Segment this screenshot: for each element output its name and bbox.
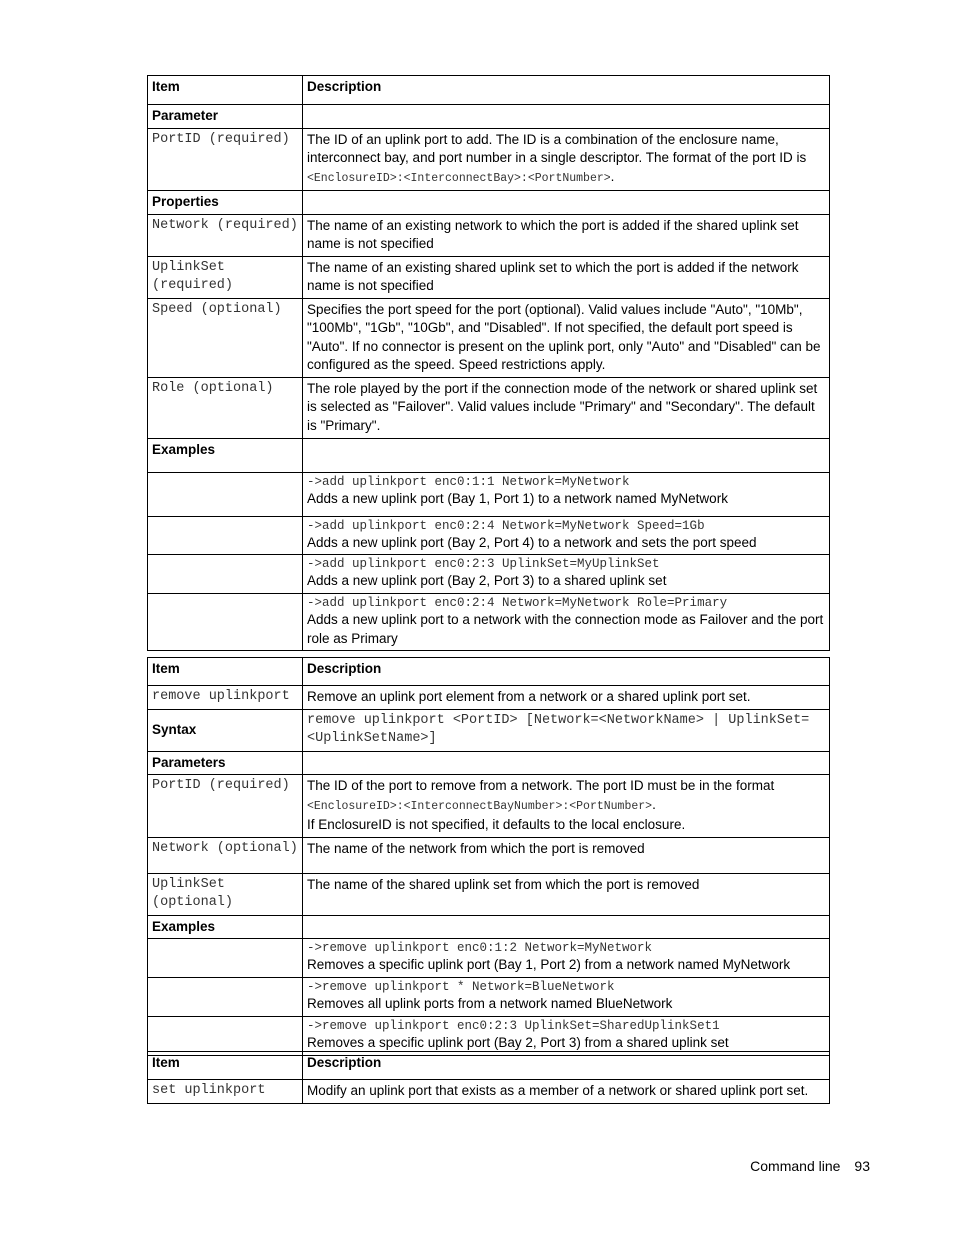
header-item: Item bbox=[148, 658, 303, 686]
table-row bbox=[148, 775, 830, 838]
table-row bbox=[148, 873, 830, 915]
example-cell bbox=[303, 555, 830, 594]
section-row bbox=[148, 438, 830, 472]
param-name: UplinkSet (optional) bbox=[148, 873, 303, 915]
table-row bbox=[148, 298, 830, 377]
empty-cell bbox=[148, 978, 303, 1017]
table-row bbox=[148, 837, 830, 873]
footer-section: Command line bbox=[750, 1158, 841, 1174]
table-row bbox=[148, 214, 830, 256]
property-name: Role (optional) bbox=[148, 377, 303, 438]
command-name: remove uplinkport bbox=[148, 686, 303, 710]
example-command: ->add uplinkport enc0:2:3 UplinkSet=MyUplinkSet bbox=[307, 557, 660, 571]
example-description: Adds a new uplink port (Bay 2, Port 4) to a network and sets the port speed bbox=[307, 534, 757, 550]
property-description: The role played by the port if the connection mode of the network or shared uplink set is selected as "Failover". Valid values include "Primary" and "Secondary". The default is "Primary". bbox=[303, 377, 830, 438]
section-label-examples: Examples bbox=[148, 438, 303, 472]
param-name: Network (optional) bbox=[148, 837, 303, 873]
table-row bbox=[148, 1080, 830, 1104]
empty-cell bbox=[303, 751, 830, 775]
param-description: The ID of the port to remove from a network. The port ID must be in the format <EnclosureID>:<InterconnectBayNumber>:<PortNumber>. If EnclosureID is not specified, it defaults to the local enclosure. bbox=[303, 775, 830, 838]
add-uplinkport-table bbox=[147, 75, 830, 651]
syntax-label: Syntax bbox=[148, 709, 303, 751]
example-command: ->add uplinkport enc0:2:4 Network=MyNetwork Speed=1Gb bbox=[307, 518, 705, 533]
page-number: 93 bbox=[854, 1158, 870, 1174]
table-row bbox=[148, 594, 830, 651]
table-header-row bbox=[148, 1052, 830, 1080]
empty-cell bbox=[148, 939, 303, 978]
port-id-format: <EnclosureID>:<InterconnectBay>:<PortNumber> bbox=[307, 171, 611, 185]
table-row bbox=[148, 686, 830, 710]
table-row bbox=[148, 939, 830, 978]
example-description: Adds a new uplink port to a network with the connection mode as Failover and the port role as Primary bbox=[307, 612, 824, 646]
empty-cell bbox=[148, 472, 303, 516]
property-description: The name of an existing network to which the port is added if the shared uplink set name is not specified bbox=[303, 214, 830, 256]
example-command: ->add uplinkport enc0:1:1 Network=MyNetwork bbox=[307, 474, 630, 489]
section-label-parameter: Parameter bbox=[148, 105, 303, 129]
empty-cell bbox=[148, 594, 303, 651]
table-row bbox=[148, 555, 830, 594]
example-description: Adds a new uplink port (Bay 2, Port 3) to a shared uplink set bbox=[307, 573, 667, 588]
param-name: PortID (required) bbox=[148, 128, 303, 191]
table-row bbox=[148, 978, 830, 1017]
section-label-properties: Properties bbox=[148, 191, 303, 215]
section-row bbox=[148, 105, 830, 129]
empty-cell bbox=[303, 191, 830, 215]
table-row bbox=[148, 516, 830, 555]
example-cell bbox=[303, 516, 830, 555]
example-cell bbox=[303, 978, 830, 1017]
example-description: Removes a specific uplink port (Bay 2, Port 3) from a shared uplink set bbox=[307, 1035, 729, 1050]
header-item: Item bbox=[148, 76, 303, 105]
example-cell bbox=[303, 939, 830, 978]
table-header-row bbox=[148, 658, 830, 686]
header-item: Item bbox=[148, 1052, 303, 1080]
empty-cell bbox=[148, 516, 303, 555]
command-name: set uplinkport bbox=[148, 1080, 303, 1104]
example-cell bbox=[303, 472, 830, 516]
example-description: Removes all uplink ports from a network named BlueNetwork bbox=[307, 996, 673, 1011]
command-description: Remove an uplink port element from a network or a shared uplink port set. bbox=[303, 686, 830, 710]
port-id-format: <EnclosureID>:<InterconnectBayNumber>:<PortNumber> bbox=[307, 799, 653, 813]
empty-cell bbox=[148, 1017, 303, 1056]
example-command: ->remove uplinkport enc0:1:2 Network=MyNetwork bbox=[307, 941, 653, 955]
example-description: Adds a new uplink port (Bay 1, Port 1) to a network named MyNetwork bbox=[307, 490, 728, 506]
section-row bbox=[148, 915, 830, 939]
section-label-parameters: Parameters bbox=[148, 751, 303, 775]
empty-cell bbox=[303, 915, 830, 939]
property-name: UplinkSet (required) bbox=[148, 256, 303, 298]
empty-cell bbox=[303, 105, 830, 129]
syntax-value: remove uplinkport <PortID> [Network=<NetworkName> | UplinkSet=<UplinkSetName>] bbox=[303, 709, 830, 751]
table-row bbox=[148, 1017, 830, 1056]
param-name: PortID (required) bbox=[148, 775, 303, 838]
section-row bbox=[148, 751, 830, 775]
example-command: ->add uplinkport enc0:2:4 Network=MyNetwork Role=Primary bbox=[307, 596, 728, 610]
table-row bbox=[148, 128, 830, 191]
property-description: The name of an existing shared uplink set to which the port is added if the network name is not specified bbox=[303, 256, 830, 298]
param-description: The name of the network from which the port is removed bbox=[303, 837, 830, 873]
property-description: Specifies the port speed for the port (optional). Valid values include "Auto", "10Mb", "100Mb", "1Gb", "10Gb", and "Disabled". If not specified, the default port speed is "Auto". If no connector is present on the uplink port, only "Auto" and "Disabled" can be configured as the speed. Speed restrictions apply. bbox=[303, 298, 830, 377]
table-row bbox=[148, 256, 830, 298]
example-description: Removes a specific uplink port (Bay 1, Port 2) from a network named MyNetwork bbox=[307, 957, 791, 972]
header-description: Description bbox=[303, 76, 830, 105]
command-description: Modify an uplink port that exists as a member of a network or shared uplink port set. bbox=[303, 1080, 830, 1104]
header-description: Description bbox=[303, 658, 830, 686]
example-cell bbox=[303, 594, 830, 651]
example-command: ->remove uplinkport enc0:2:3 UplinkSet=SharedUplinkSet1 bbox=[307, 1019, 720, 1033]
param-description: The ID of an uplink port to add. The ID is a combination of the enclosure name, interconnect bay, and port number in a single descriptor. The format of the port ID is <EnclosureID>:<InterconnectBay>:<PortNumber>. bbox=[303, 128, 830, 191]
example-command: ->remove uplinkport * Network=BlueNetwork bbox=[307, 980, 615, 994]
table-row bbox=[148, 472, 830, 516]
param-description: The name of the shared uplink set from which the port is removed bbox=[303, 873, 830, 915]
example-cell bbox=[303, 1017, 830, 1056]
empty-cell bbox=[148, 555, 303, 594]
page-footer bbox=[750, 1158, 870, 1174]
header-description: Description bbox=[303, 1052, 830, 1080]
remove-uplinkport-table bbox=[147, 657, 830, 1056]
property-name: Network (required) bbox=[148, 214, 303, 256]
property-name: Speed (optional) bbox=[148, 298, 303, 377]
section-row bbox=[148, 191, 830, 215]
set-uplinkport-table bbox=[147, 1051, 830, 1104]
table-row bbox=[148, 709, 830, 751]
table-header-row bbox=[148, 76, 830, 105]
empty-cell bbox=[303, 438, 830, 472]
section-label-examples: Examples bbox=[148, 915, 303, 939]
table-row bbox=[148, 377, 830, 438]
